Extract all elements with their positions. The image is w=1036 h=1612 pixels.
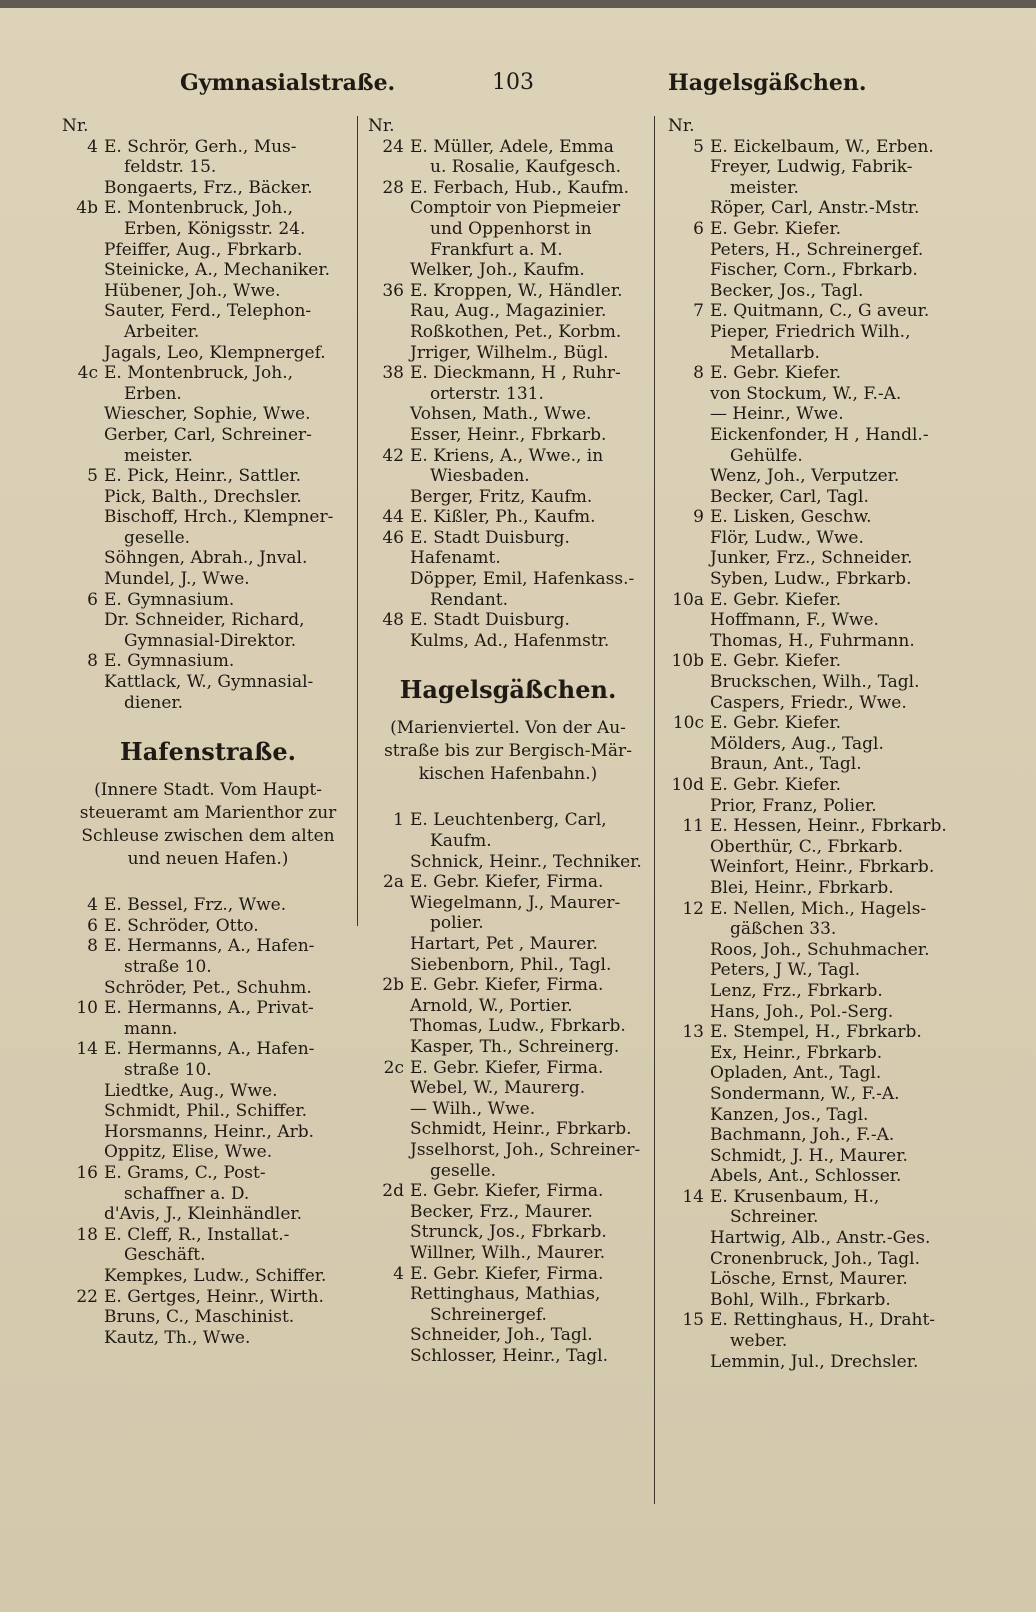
page-header <box>0 70 1036 100</box>
resident-text: E. Hermanns, A., Hafen- <box>104 936 315 957</box>
header-street-right: Hagelsgäßchen. <box>668 70 867 96</box>
house-entry <box>62 198 354 219</box>
resident-entry: Bruckschen, Wilh., Tagl. <box>710 672 920 693</box>
house-number: 42 <box>382 445 404 466</box>
resident-entry: Oberthür, C., Fbrkarb. <box>710 836 904 857</box>
house-entry <box>62 1287 354 1308</box>
resident-entry: Esser, Heinr., Fbrkarb. <box>410 424 607 445</box>
resident-text: E. Gebr. Kiefer. <box>710 651 842 672</box>
entry-list <box>62 895 354 1348</box>
resident-text: E. Gertges, Heinr., Wirth. <box>104 1286 324 1307</box>
entry-continuation: Erben, Königsstr. 24. <box>124 218 306 239</box>
resident-entry: Kattlack, W., Gymnasial- <box>104 672 314 693</box>
resident-entry: Wiegelmann, J., Maurer- <box>410 892 621 913</box>
page-number: 103 <box>492 70 534 95</box>
house-number: 4 <box>393 1263 404 1284</box>
resident-text: E. Hermanns, A., Hafen- <box>104 1039 315 1060</box>
entry-continuation: geselle. <box>124 527 191 548</box>
resident-entry: Arnold, W., Portier. <box>410 995 573 1016</box>
house-number: 2c <box>383 1057 404 1078</box>
house-entry <box>668 1022 968 1043</box>
resident-text: E. Gebr. Kiefer. <box>710 775 842 795</box>
resident-entry: Fischer, Corn., Fbrkarb. <box>710 260 918 281</box>
resident-text: E. Gebr. Kiefer. <box>710 713 842 734</box>
house-number: 1 <box>393 810 404 831</box>
resident-entry: Mundel, J., Wwe. <box>104 569 250 590</box>
house-entry <box>668 590 968 611</box>
house-number: 2a <box>383 872 404 893</box>
house-number: 2b <box>382 975 404 996</box>
resident-entry: Bruns, C., Maschinist. <box>104 1307 295 1328</box>
section-title: Hagelsgäßchen. <box>399 675 617 705</box>
resident-entry: Kasper, Th., Schreinerg. <box>410 1036 620 1057</box>
resident-text: E. Montenbruck, Joh., <box>104 363 294 384</box>
resident-entry: Junker, Frz., Schneider. <box>710 548 913 569</box>
house-entry <box>62 895 354 916</box>
entry-continuation: und Oppenhorst in <box>430 218 592 239</box>
resident-text: E. Ferbach, Hub., Kaufm. <box>410 177 630 198</box>
resident-entry: Comptoir von Piepmeier <box>410 198 621 219</box>
resident-text: E. Leuchtenberg, Carl, <box>410 810 607 831</box>
entry-continuation: meister. <box>730 177 799 198</box>
resident-entry: Kautz, Th., Wwe. <box>104 1327 251 1348</box>
entry-continuation: schaffner a. D. <box>124 1183 250 1204</box>
house-number: 4b <box>76 198 98 219</box>
column-2 <box>368 116 648 1366</box>
house-entry <box>668 899 968 920</box>
resident-text: E. Krusenbaum, H., <box>710 1186 880 1207</box>
entry-continuation: gäßchen 33. <box>730 919 837 940</box>
resident-entry: Wenz, Joh., Verputzer. <box>710 466 900 487</box>
resident-text: E. Gebr. Kiefer, Firma. <box>410 1057 604 1078</box>
resident-text: E. Kißler, Ph., Kaufm. <box>410 507 596 528</box>
resident-entry: — Heinr., Wwe. <box>710 404 844 425</box>
resident-entry: Gerber, Carl, Schreiner- <box>104 424 312 445</box>
resident-entry: Weinfort, Heinr., Fbrkarb. <box>710 857 935 878</box>
resident-entry: Hartart, Pet , Maurer. <box>410 934 598 954</box>
page-top-edge <box>0 0 1036 8</box>
resident-entry: Vohsen, Math., Wwe. <box>410 404 592 425</box>
resident-entry: Lemmin, Jul., Drechsler. <box>710 1351 919 1372</box>
resident-entry: Roos, Joh., Schuhmacher. <box>710 939 930 960</box>
resident-text: E. Stempel, H., Fbrkarb. <box>710 1022 922 1043</box>
resident-entry: Mölders, Aug., Tagl. <box>710 733 884 754</box>
house-entry <box>668 507 968 528</box>
house-number: 18 <box>76 1224 98 1245</box>
entry-continuation: straße 10. <box>124 1059 212 1080</box>
entry-continuation: Gehülfe. <box>730 445 803 466</box>
house-number: 5 <box>693 136 704 157</box>
resident-entry: Liedtke, Aug., Wwe. <box>104 1080 278 1101</box>
resident-text: E. Gymnasium. <box>104 589 235 610</box>
house-number: 6 <box>87 589 98 610</box>
resident-entry: Schröder, Pet., Schuhm. <box>104 977 312 998</box>
house-entry <box>368 610 648 631</box>
house-number: 4 <box>87 136 98 157</box>
house-entry <box>368 1058 648 1079</box>
house-entry <box>62 363 354 384</box>
house-number: 7 <box>693 301 704 322</box>
resident-text: E. Kroppen, W., Händler. <box>410 280 623 301</box>
entry-list <box>368 810 648 1366</box>
house-number: 12 <box>682 898 704 919</box>
house-entry <box>668 301 968 322</box>
resident-entry: Roßkothen, Pet., Korbm. <box>410 321 622 342</box>
resident-entry: Strunck, Jos., Fbrkarb. <box>410 1222 607 1243</box>
house-number: 15 <box>682 1310 704 1331</box>
resident-entry: Sauter, Ferd., Telephon- <box>104 301 312 322</box>
resident-entry: von Stockum, W., F.-A. <box>710 383 902 404</box>
entry-list <box>368 116 648 651</box>
house-number: 4 <box>87 895 98 916</box>
entry-continuation: Kaufm. <box>430 831 492 852</box>
resident-entry: Wiescher, Sophie, Wwe. <box>104 404 311 425</box>
house-entry <box>668 775 968 796</box>
entry-continuation: Metallarb. <box>730 342 820 363</box>
resident-text: E. Cleff, R., Installat.- <box>104 1224 290 1245</box>
column-1 <box>62 116 354 1348</box>
resident-entry: Dr. Schneider, Richard, <box>104 610 305 631</box>
entry-list <box>62 116 354 713</box>
resident-entry: Bachmann, Joh., F.-A. <box>710 1125 895 1146</box>
house-number: 8 <box>693 363 704 384</box>
resident-entry: Rau, Aug., Magazinier. <box>410 301 607 322</box>
resident-entry: Kulms, Ad., Hafenmstr. <box>410 630 610 651</box>
resident-entry: Welker, Joh., Kaufm. <box>410 260 585 281</box>
resident-entry: Flör, Ludw., Wwe. <box>710 527 864 548</box>
entry-continuation: weber. <box>730 1331 788 1352</box>
resident-entry: Jrriger, Wilhelm., Bügl. <box>410 342 609 363</box>
house-entry <box>368 528 648 549</box>
house-entry <box>62 1225 354 1246</box>
resident-entry: Schneider, Joh., Tagl. <box>410 1325 593 1346</box>
house-entry <box>368 507 648 528</box>
resident-entry: Horsmanns, Heinr., Arb. <box>104 1121 315 1142</box>
entry-continuation: u. Rosalie, Kaufgesch. <box>430 157 622 178</box>
resident-entry: Schmidt, J. H., Maurer. <box>710 1145 908 1166</box>
house-entry <box>668 137 968 158</box>
resident-text: E. Kriens, A., Wwe., in <box>410 445 604 466</box>
house-number: 11 <box>682 816 704 837</box>
description-line: straße bis zur Bergisch-Mär- <box>384 741 632 762</box>
house-number: 10a <box>672 589 704 610</box>
resident-entry: Eickenfonder, H , Handl.- <box>710 424 929 445</box>
resident-entry: Prior, Franz, Polier. <box>710 795 877 816</box>
resident-entry: Caspers, Friedr., Wwe. <box>710 692 907 713</box>
resident-text: E. Gebr. Kiefer, Firma. <box>410 872 604 893</box>
resident-entry: Jagals, Leo, Klempnergef. <box>104 342 326 363</box>
house-number: 8 <box>87 651 98 672</box>
resident-entry: Abels, Ant., Schlosser. <box>710 1166 902 1187</box>
house-number: 13 <box>682 1022 704 1043</box>
resident-entry: Siebenborn, Phil., Tagl. <box>410 954 612 975</box>
house-entry <box>368 446 648 467</box>
resident-entry: Hafenamt. <box>410 548 501 569</box>
house-number: 16 <box>76 1162 98 1183</box>
entry-continuation: polier. <box>430 913 484 934</box>
resident-entry: Pieper, Friedrich Wilh., <box>710 321 911 342</box>
house-entry <box>368 1264 648 1285</box>
house-number-label: Nr. <box>668 116 695 136</box>
resident-entry: Schnick, Heinr., Techniker. <box>410 851 642 872</box>
house-entry <box>62 1039 354 1060</box>
house-number: 48 <box>382 610 404 631</box>
resident-entry: Döpper, Emil, Hafenkass.- <box>410 569 635 590</box>
resident-entry: Peters, J W., Tagl. <box>710 960 861 981</box>
house-number: 24 <box>382 136 404 157</box>
resident-entry: d'Avis, J., Kleinhändler. <box>104 1204 303 1225</box>
resident-entry: Schmidt, Phil., Schiffer. <box>104 1101 308 1122</box>
description-line: kischen Hafenbahn.) <box>418 764 598 785</box>
entry-continuation: Geschäft. <box>124 1245 206 1266</box>
resident-entry: Becker, Carl, Tagl. <box>710 486 869 507</box>
resident-entry: Kanzen, Jos., Tagl. <box>710 1104 869 1125</box>
entry-continuation: Rendant. <box>430 589 509 610</box>
resident-entry: Hübener, Joh., Wwe. <box>104 280 281 301</box>
resident-text: E. Pick, Heinr., Sattler. <box>104 466 302 487</box>
house-number: 8 <box>87 936 98 957</box>
resident-entry: Pick, Balth., Drechsler. <box>104 486 302 507</box>
house-number: 6 <box>693 218 704 239</box>
description-line: (Innere Stadt. Vom Haupt- <box>94 780 322 801</box>
column-rule-1 <box>357 116 358 926</box>
section-description <box>62 779 354 871</box>
resident-entry: Becker, Frz., Maurer. <box>410 1201 593 1222</box>
house-number: 44 <box>382 507 404 528</box>
house-entry <box>62 916 354 937</box>
description-line: Schleuse zwischen dem alten <box>81 826 335 847</box>
header-street-left: Gymnasialstraße. <box>180 70 396 96</box>
resident-entry: Lösche, Ernst, Maurer. <box>710 1269 908 1290</box>
section-title: Hafenstraße. <box>120 737 296 767</box>
resident-entry: Cronenbruck, Joh., Tagl. <box>710 1248 921 1269</box>
house-entry <box>62 1163 354 1184</box>
entry-continuation: Schreiner. <box>730 1207 819 1228</box>
house-number: 2d <box>382 1181 404 1202</box>
resident-text: E. Hermanns, A., Privat- <box>104 998 314 1019</box>
house-entry <box>62 590 354 611</box>
house-entry <box>368 178 648 199</box>
house-entry <box>62 137 354 158</box>
resident-entry: Hans, Joh., Pol.-Serg. <box>710 1001 894 1022</box>
entry-continuation: Schreinergef. <box>430 1304 547 1325</box>
house-entry <box>368 363 648 384</box>
resident-entry: Röper, Carl, Anstr.-Mstr. <box>710 198 920 219</box>
resident-text: E. Gebr. Kiefer. <box>710 218 842 239</box>
entry-continuation: feldstr. 15. <box>124 157 217 178</box>
resident-entry: Peters, H., Schreinergef. <box>710 239 924 260</box>
house-entry <box>368 872 648 893</box>
house-number: 10 <box>76 998 98 1019</box>
resident-text: E. Schrör, Gerh., Mus- <box>104 136 297 157</box>
house-number: 14 <box>682 1186 704 1207</box>
house-entry <box>668 1310 968 1331</box>
resident-text: E. Gebr. Kiefer, Firma. <box>410 975 604 996</box>
entry-continuation: diener. <box>124 692 184 713</box>
resident-text: E. Gebr. Kiefer. <box>710 363 842 384</box>
entry-continuation: Frankfurt a. M. <box>430 239 563 260</box>
resident-entry: Schlosser, Heinr., Tagl. <box>410 1345 608 1366</box>
resident-text: E. Gebr. Kiefer, Firma. <box>410 1263 604 1284</box>
resident-text: E. Montenbruck, Joh., <box>104 198 294 219</box>
house-number: 9 <box>693 507 704 528</box>
resident-entry: Ex, Heinr., Fbrkarb. <box>710 1042 883 1063</box>
entry-continuation: Gymnasial-Direktor. <box>124 630 297 651</box>
section-description <box>368 717 648 786</box>
entry-continuation: orterstr. 131. <box>430 383 544 404</box>
resident-text: E. Hessen, Heinr., Fbrkarb. <box>710 816 947 837</box>
house-number: 22 <box>76 1286 98 1307</box>
resident-text: E. Bessel, Frz., Wwe. <box>104 895 287 916</box>
entry-list <box>668 116 968 1372</box>
house-entry <box>62 466 354 487</box>
resident-entry: Berger, Fritz, Kaufm. <box>410 486 593 507</box>
resident-entry: Lenz, Frz., Fbrkarb. <box>710 980 883 1001</box>
house-entry <box>62 998 354 1019</box>
house-entry <box>368 975 648 996</box>
house-number: 38 <box>382 363 404 384</box>
house-number: 5 <box>87 466 98 487</box>
resident-text: E. Lisken, Geschw. <box>710 507 872 528</box>
resident-entry: Willner, Wilh., Maurer. <box>410 1242 606 1263</box>
resident-text: E. Gymnasium. <box>104 651 235 672</box>
resident-entry: Bohl, Wilh., Fbrkarb. <box>710 1289 891 1310</box>
resident-text: E. Müller, Adele, Emma <box>410 136 614 157</box>
resident-entry: Braun, Ant., Tagl. <box>710 754 862 775</box>
resident-text: E. Quitmann, C., G aveur. <box>710 301 930 322</box>
resident-text: E. Stadt Duisburg. <box>410 527 570 548</box>
column-3 <box>668 116 968 1372</box>
resident-entry: Bongaerts, Frz., Bäcker. <box>104 177 313 198</box>
column-rule-2 <box>654 116 655 1504</box>
entry-continuation: mann. <box>124 1018 178 1039</box>
house-number: 36 <box>382 280 404 301</box>
resident-entry: Hartwig, Alb., Anstr.-Ges. <box>710 1228 931 1249</box>
entry-continuation: Arbeiter. <box>124 321 200 342</box>
resident-text: E. Gebr. Kiefer. <box>710 589 842 610</box>
house-number: 10b <box>671 651 704 672</box>
house-entry <box>62 936 354 957</box>
house-entry <box>668 219 968 240</box>
house-entry <box>368 137 648 158</box>
description-line: und neuen Hafen.) <box>127 849 289 870</box>
resident-entry: Hoffmann, F., Wwe. <box>710 610 879 631</box>
house-entry <box>368 1181 648 1202</box>
house-entry <box>668 363 968 384</box>
resident-text: E. Gebr. Kiefer, Firma. <box>410 1181 604 1202</box>
house-number-label: Nr. <box>62 116 89 136</box>
resident-entry: Webel, W., Maurerg. <box>410 1078 586 1099</box>
house-number: 6 <box>87 915 98 936</box>
resident-entry: Blei, Heinr., Fbrkarb. <box>710 877 894 898</box>
resident-entry: Sondermann, W., F.-A. <box>710 1083 900 1104</box>
resident-entry: Steinicke, A., Mechaniker. <box>104 260 331 281</box>
resident-entry: Oppitz, Elise, Wwe. <box>104 1142 273 1163</box>
resident-text: E. Eickelbaum, W., Erben. <box>710 136 934 157</box>
house-entry <box>668 1187 968 1208</box>
house-number: 14 <box>76 1039 98 1060</box>
description-line: steueramt am Marienthor zur <box>79 803 337 824</box>
resident-entry: Rettinghaus, Mathias, <box>410 1284 601 1305</box>
resident-text: E. Dieckmann, H , Ruhr- <box>410 363 621 384</box>
entry-continuation: Erben. <box>124 383 182 404</box>
entry-continuation: geselle. <box>430 1160 497 1181</box>
house-number: 28 <box>382 177 404 198</box>
resident-entry: Pfeiffer, Aug., Fbrkarb. <box>104 239 303 260</box>
resident-text: E. Nellen, Mich., Hagels- <box>710 898 927 919</box>
resident-text: E. Schröder, Otto. <box>104 915 259 936</box>
house-entry <box>62 651 354 672</box>
entry-continuation: straße 10. <box>124 957 212 977</box>
resident-text: E. Stadt Duisburg. <box>410 610 570 631</box>
house-number: 4c <box>77 363 98 384</box>
house-number: 46 <box>382 527 404 548</box>
description-line: (Marienviertel. Von der Au- <box>390 718 626 739</box>
resident-entry: Becker, Jos., Tagl. <box>710 280 864 301</box>
resident-entry: Freyer, Ludwig, Fabrik- <box>710 157 913 178</box>
resident-entry: Söhngen, Abrah., Jnval. <box>104 548 308 569</box>
resident-text: E. Grams, C., Post- <box>104 1162 266 1183</box>
house-entry <box>668 816 968 837</box>
house-entry <box>668 651 968 672</box>
house-entry <box>368 281 648 302</box>
resident-entry: Jsselhorst, Joh., Schreiner- <box>410 1139 641 1160</box>
entry-continuation: Wiesbaden. <box>430 466 530 487</box>
resident-entry: Opladen, Ant., Tagl. <box>710 1063 882 1084</box>
entry-continuation: meister. <box>124 445 193 466</box>
resident-text: E. Rettinghaus, H., Draht- <box>710 1310 936 1331</box>
house-number: 10c <box>672 713 704 734</box>
house-entry <box>668 713 968 734</box>
house-number: 10d <box>671 775 704 795</box>
resident-entry: Schmidt, Heinr., Fbrkarb. <box>410 1119 632 1140</box>
resident-entry: Bischoff, Hrch., Klempner- <box>104 507 334 528</box>
house-number-label: Nr. <box>368 116 395 136</box>
resident-entry: Thomas, H., Fuhrmann. <box>710 630 915 651</box>
resident-entry: Kempkes, Ludw., Schiffer. <box>104 1265 327 1286</box>
house-entry <box>368 810 648 831</box>
resident-entry: Thomas, Ludw., Fbrkarb. <box>410 1016 626 1037</box>
resident-entry: Syben, Ludw., Fbrkarb. <box>710 569 912 590</box>
resident-entry: — Wilh., Wwe. <box>410 1098 536 1119</box>
